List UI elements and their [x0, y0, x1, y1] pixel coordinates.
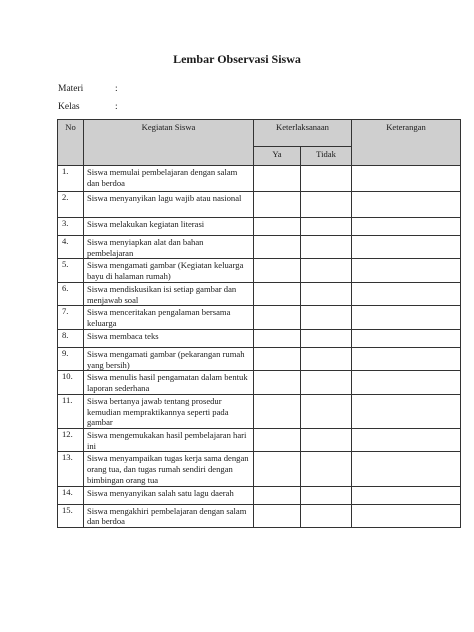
row-activity: Siswa menyanyikan salah satu lagu daerah: [84, 486, 254, 504]
table-row: [58, 394, 461, 428]
field-materi: [58, 84, 118, 94]
row-keterangan-cell[interactable]: [352, 329, 461, 347]
table-row: [58, 429, 461, 452]
row-ya-cell[interactable]: [254, 394, 301, 428]
row-number: 12.: [58, 429, 84, 452]
row-activity: Siswa mengakhiri pembelajaran dengan salam dan berdoa: [84, 504, 254, 527]
row-keterangan-cell[interactable]: [352, 347, 461, 370]
row-tidak-cell[interactable]: [301, 218, 352, 236]
table-row: [58, 218, 461, 236]
row-activity: Siswa melakukan kegiatan literasi: [84, 218, 254, 236]
row-number: 5.: [58, 259, 84, 282]
row-number: 14.: [58, 486, 84, 504]
row-keterangan-cell[interactable]: [352, 259, 461, 282]
row-tidak-cell[interactable]: [301, 429, 352, 452]
row-number: 2.: [58, 192, 84, 218]
table-row: [58, 504, 461, 527]
row-activity: Siswa menulis hasil pengamatan dalam bentuk laporan sederhana: [84, 371, 254, 394]
row-tidak-cell[interactable]: [301, 259, 352, 282]
table-row: [58, 486, 461, 504]
row-number: 3.: [58, 218, 84, 236]
row-number: 4.: [58, 236, 84, 259]
row-tidak-cell[interactable]: [301, 166, 352, 192]
row-ya-cell[interactable]: [254, 306, 301, 329]
row-activity: Siswa menyanyikan lagu wajib atau nasional: [84, 192, 254, 218]
row-ya-cell[interactable]: [254, 329, 301, 347]
header-activity: Kegiatan Siswa: [84, 120, 254, 166]
observation-table: [57, 119, 461, 528]
row-ya-cell[interactable]: [254, 259, 301, 282]
field-kelas-label: Kelas: [58, 102, 80, 112]
table-row: [58, 282, 461, 305]
row-tidak-cell[interactable]: [301, 192, 352, 218]
header-notes: Keterangan: [352, 120, 461, 166]
header-no: No: [58, 120, 84, 166]
row-keterangan-cell[interactable]: [352, 452, 461, 486]
row-tidak-cell[interactable]: [301, 394, 352, 428]
row-number: 1.: [58, 166, 84, 192]
row-ya-cell[interactable]: [254, 218, 301, 236]
field-kelas: [58, 102, 118, 112]
table-row: [58, 166, 461, 192]
row-ya-cell[interactable]: [254, 371, 301, 394]
table-row: [58, 452, 461, 486]
row-keterangan-cell[interactable]: [352, 166, 461, 192]
row-tidak-cell[interactable]: [301, 306, 352, 329]
row-number: 11.: [58, 394, 84, 428]
row-number: 13.: [58, 452, 84, 486]
row-tidak-cell[interactable]: [301, 371, 352, 394]
row-keterangan-cell[interactable]: [352, 282, 461, 305]
field-kelas-colon: :: [115, 102, 118, 112]
row-keterangan-cell[interactable]: [352, 236, 461, 259]
row-keterangan-cell[interactable]: [352, 371, 461, 394]
table-row: [58, 192, 461, 218]
row-activity: Siswa mengemukakan hasil pembelajaran hari ini: [84, 429, 254, 452]
row-keterangan-cell[interactable]: [352, 486, 461, 504]
row-ya-cell[interactable]: [254, 486, 301, 504]
row-ya-cell[interactable]: [254, 192, 301, 218]
table-row: [58, 347, 461, 370]
row-ya-cell[interactable]: [254, 452, 301, 486]
row-ya-cell[interactable]: [254, 236, 301, 259]
row-keterangan-cell[interactable]: [352, 504, 461, 527]
row-tidak-cell[interactable]: [301, 486, 352, 504]
table-row: [58, 259, 461, 282]
table-row: [58, 306, 461, 329]
row-ya-cell[interactable]: [254, 282, 301, 305]
row-number: 8.: [58, 329, 84, 347]
row-tidak-cell[interactable]: [301, 236, 352, 259]
row-ya-cell[interactable]: [254, 166, 301, 192]
document-title: Lembar Observasi Siswa: [173, 52, 301, 66]
row-ya-cell[interactable]: [254, 429, 301, 452]
row-activity: Siswa mendiskusikan isi setiap gambar dan menjawab soal: [84, 282, 254, 305]
row-number: 9.: [58, 347, 84, 370]
header-implementation: Keterlaksanaan: [254, 120, 352, 147]
row-tidak-cell[interactable]: [301, 347, 352, 370]
row-tidak-cell[interactable]: [301, 504, 352, 527]
row-keterangan-cell[interactable]: [352, 218, 461, 236]
row-tidak-cell[interactable]: [301, 329, 352, 347]
row-tidak-cell[interactable]: [301, 452, 352, 486]
header-yes: Ya: [254, 147, 301, 166]
field-materi-colon: :: [115, 84, 118, 94]
row-number: 15.: [58, 504, 84, 527]
row-number: 7.: [58, 306, 84, 329]
table-row: [58, 371, 461, 394]
row-activity: Siswa menyampaikan tugas kerja sama dengan orang tua, dan tugas rumah sendiri dengan bimbingan orang tua: [84, 452, 254, 486]
field-materi-label: Materi: [58, 84, 84, 94]
row-activity: Siswa bertanya jawab tentang prosedur kemudian mempraktikannya seperti pada gambar: [84, 394, 254, 428]
row-number: 6.: [58, 282, 84, 305]
row-activity: Siswa membaca teks: [84, 329, 254, 347]
row-keterangan-cell[interactable]: [352, 192, 461, 218]
row-ya-cell[interactable]: [254, 347, 301, 370]
table-row: [58, 236, 461, 259]
row-keterangan-cell[interactable]: [352, 429, 461, 452]
row-keterangan-cell[interactable]: [352, 306, 461, 329]
row-ya-cell[interactable]: [254, 504, 301, 527]
row-tidak-cell[interactable]: [301, 282, 352, 305]
row-number: 10.: [58, 371, 84, 394]
table-row: [58, 329, 461, 347]
header-no-option: Tidak: [301, 147, 352, 166]
row-activity: Siswa menceritakan pengalaman bersama keluarga: [84, 306, 254, 329]
row-activity: Siswa mengamati gambar (Kegiatan keluarga bayu di halaman rumah): [84, 259, 254, 282]
row-activity: Siswa memulai pembelajaran dengan salam dan berdoa: [84, 166, 254, 192]
row-keterangan-cell[interactable]: [352, 394, 461, 428]
row-activity: Siswa mengamati gambar (pekarangan rumah yang bersih): [84, 347, 254, 370]
row-activity: Siswa menyiapkan alat dan bahan pembelajaran: [84, 236, 254, 259]
